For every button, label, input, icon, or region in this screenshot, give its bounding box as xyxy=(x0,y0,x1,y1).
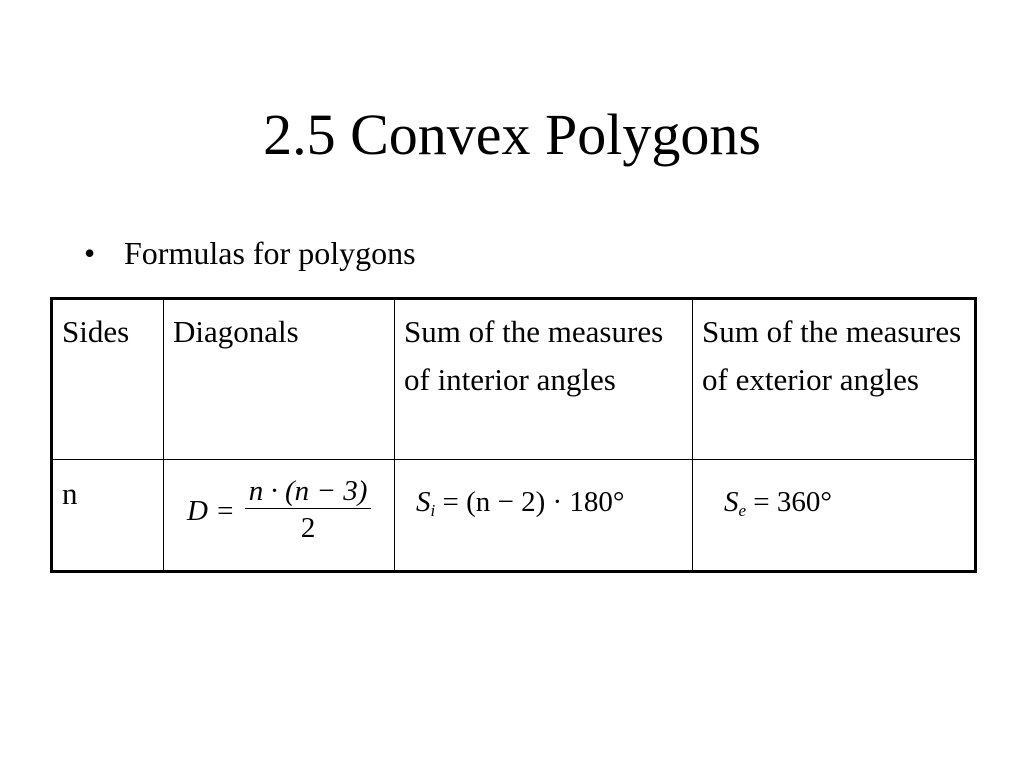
bullet-text: Formulas for polygons xyxy=(124,235,416,271)
diagonals-denominator: 2 xyxy=(300,512,316,544)
diagonals-lhs: D = xyxy=(187,494,235,527)
slide-title: 2.5 Convex Polygons xyxy=(263,102,761,167)
header-exterior-angles: Sum of the measures of exterior angles xyxy=(693,299,976,460)
header-sides: Sides xyxy=(52,299,164,460)
interior-rhs: = (n − 2) · 180° xyxy=(442,486,625,518)
exterior-symbol: S xyxy=(724,486,739,518)
cell-exterior-formula xyxy=(693,460,976,572)
diagonals-numerator: n · (n − 3) xyxy=(245,474,372,509)
exterior-rhs: = 360° xyxy=(753,486,832,518)
cell-sides: n xyxy=(52,460,164,572)
table-row xyxy=(52,460,976,572)
interior-symbol: S xyxy=(416,486,431,518)
bullet-item xyxy=(84,233,416,273)
diagonals-fraction xyxy=(245,474,372,547)
table-header-row xyxy=(52,299,976,460)
cell-interior-formula xyxy=(395,460,693,572)
header-diagonals: Diagonals xyxy=(164,299,395,460)
header-interior-angles: Sum of the measures of interior angles xyxy=(395,299,693,460)
interior-subscript: i xyxy=(430,501,436,520)
exterior-subscript: e xyxy=(738,501,747,520)
cell-diagonals-formula xyxy=(164,460,395,572)
formulas-table xyxy=(50,297,977,573)
bullet-marker: • xyxy=(84,235,96,271)
